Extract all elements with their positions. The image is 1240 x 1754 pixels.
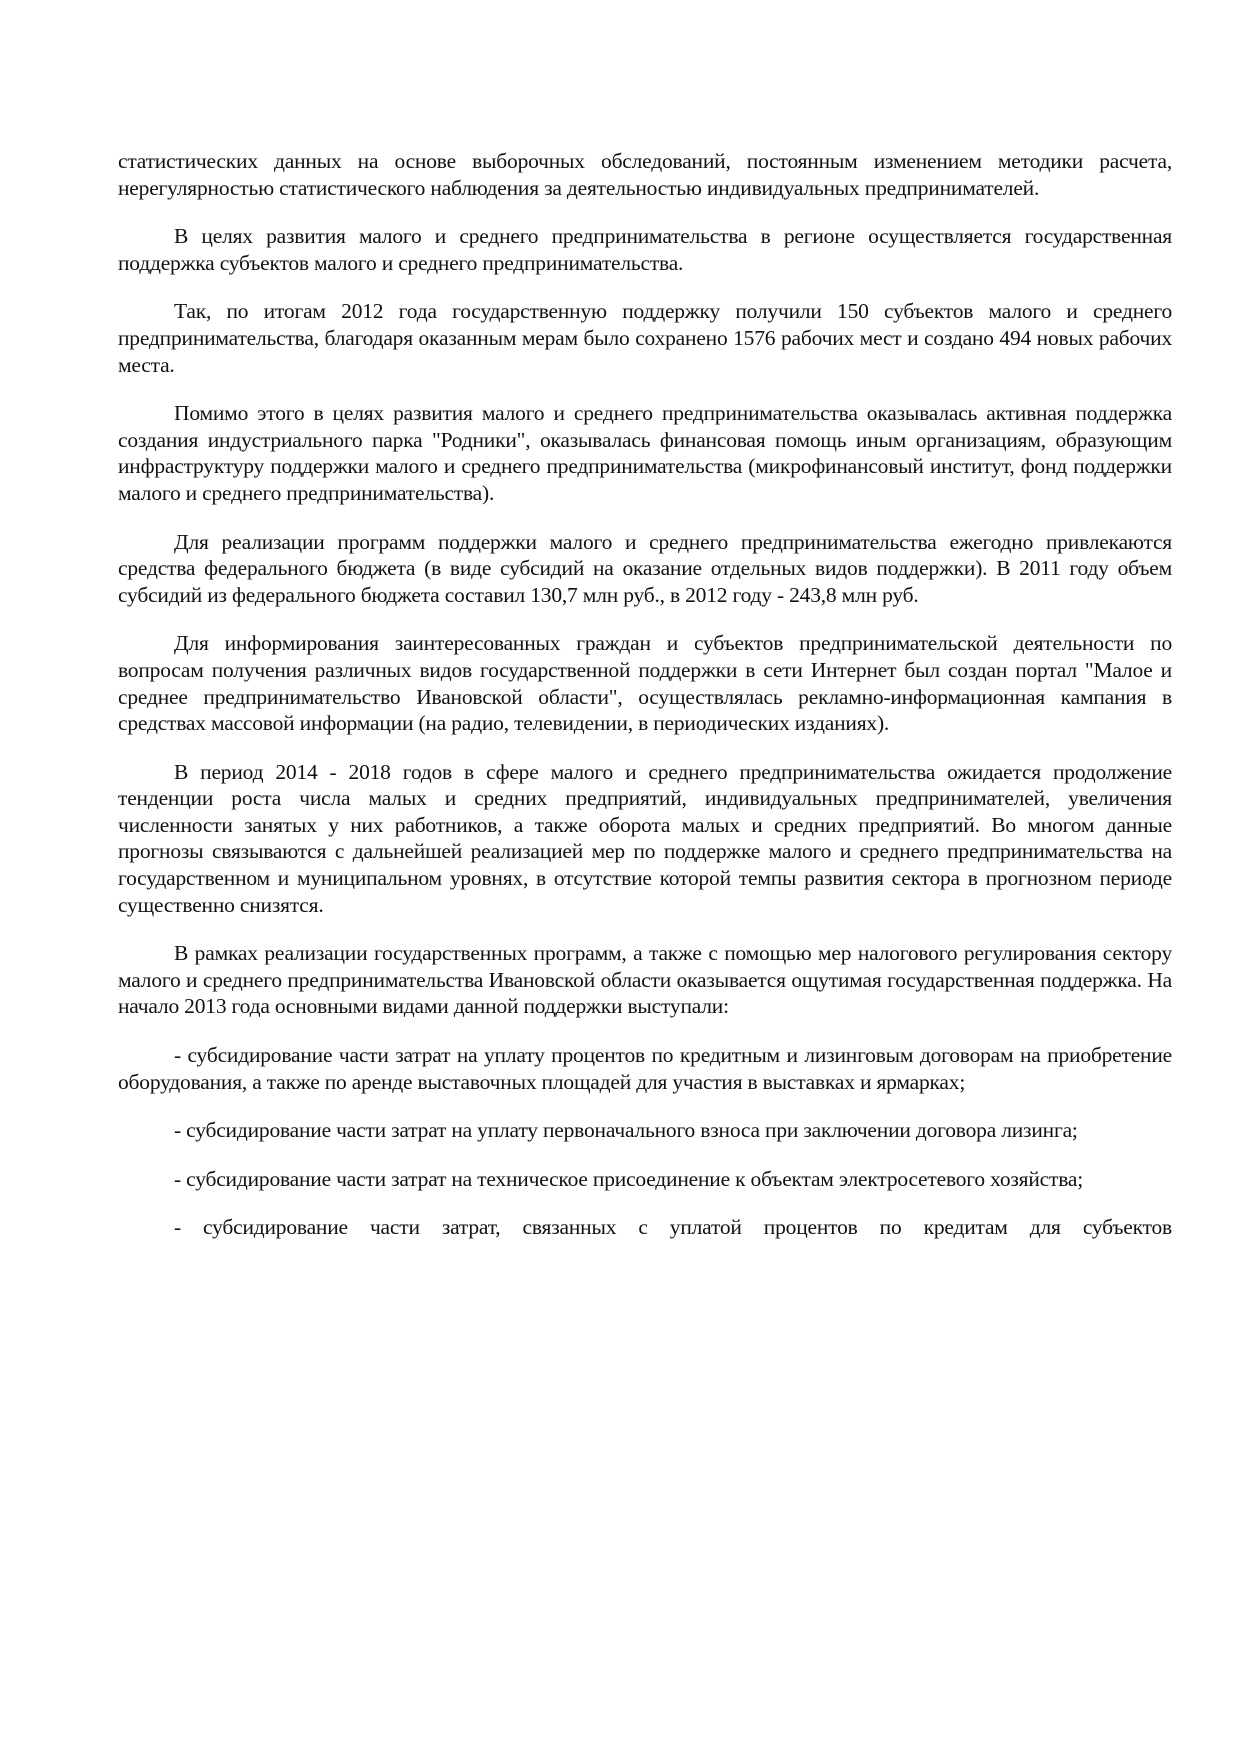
paragraph-results-2012: Так, по итогам 2012 года государственную поддержку получили 150 субъектов малого и среднего предпринимательства, благодаря оказанным мерам было сохранено 1576 рабочих мест и создано 494 новых рабочих места. xyxy=(118,299,1172,377)
paragraph-forecast: В период 2014 - 2018 годов в сфере малого и среднего предпринимательства ожидается продолжение тенденции роста числа малых и средних предприятий, индивидуальных предпринимателей, увеличения численности занятых у них работников, а также оборота малых и средних предприятий. Во многом данные прогнозы связываются с дальнейшей реализацией мер по поддержке малого и среднего предпринимательства на государственном и муниципальном уровнях, в отсутствие которой темпы развития сектора в прогнозном периоде существенно снизятся. xyxy=(118,759,1172,917)
paragraph-information-portal: Для информирования заинтересованных граждан и субъектов предпринимательской деятельности по вопросам получения различных видов государственной поддержки в сети Интернет был создан портал "Малое и среднее предпринимательство Ивановской области", осуществлялась рекламно-информационная кампания в средствах массовой информации (на радио, телевидении, в периодических изданиях). xyxy=(118,631,1172,736)
list-item: - субсидирование части затрат на уплату первоначального взноса при заключении договора лизинга; xyxy=(174,1118,1078,1143)
document-page xyxy=(118,148,1172,1241)
paragraph-infrastructure-support: Помимо этого в целях развития малого и среднего предпринимательства оказывалась активная поддержка создания индустриального парка "Родники", оказывалась финансовая помощь иным организациям, образующим инфраструктуру поддержки малого и среднего предпринимательства (микрофинансовый институт, фонд поддержки малого и среднего предпринимательства). xyxy=(118,401,1172,505)
paragraph-support-types-intro: В рамках реализации государственных программ, а также с помощью мер налогового регулирования сектору малого и среднего предпринимательства Ивановской области оказывается ощутимая государственная поддержка. На начало 2013 года основными видами данной поддержки выступали: xyxy=(118,941,1172,1019)
paragraph-federal-budget: Для реализации программ поддержки малого и среднего предпринимательства ежегодно привлекаются средства федерального бюджета (в виде субсидий на оказание отдельных видов поддержки). В 2011 году объем субсидий из федерального бюджета составил 130,7 млн руб., в 2012 году - 243,8 млн руб. xyxy=(118,529,1172,607)
list-item: - субсидирование части затрат на техническое присоединение к объектам электросетевого хозяйства; xyxy=(174,1166,1083,1191)
paragraph-continuation: статистических данных на основе выборочных обследований, постоянным изменением методики расчета, нерегулярностью статистического наблюдения за деятельностью индивидуальных предпринимателей. xyxy=(118,149,1172,200)
paragraph-state-support-intro: В целях развития малого и среднего предпринимательства в регионе осуществляется государственная поддержка субъектов малого и среднего предпринимательства. xyxy=(118,224,1172,275)
list-item: - субсидирование части затрат, связанных с уплатой процентов по кредитам для субъектов xyxy=(174,1215,1172,1240)
list-item: - субсидирование части затрат на уплату процентов по кредитным и лизинговым договорам на приобретение оборудования, а также по аренде выставочных площадей для участия в выставках и ярмарках; xyxy=(118,1043,1172,1094)
